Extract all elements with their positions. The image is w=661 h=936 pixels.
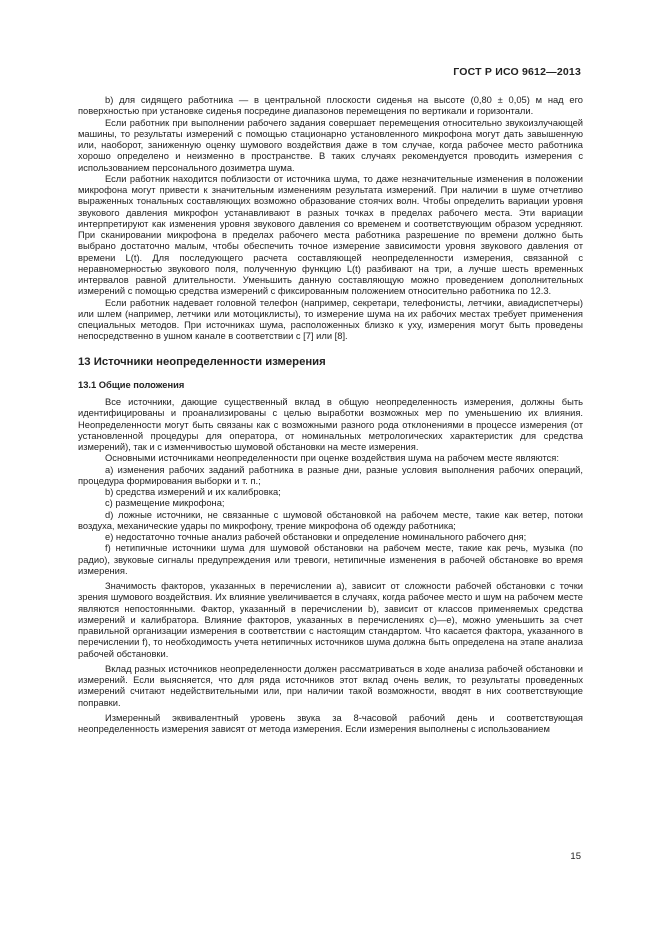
paragraph: Если работник при выполнении рабочего задания совершает перемещения относительно звукоизлучающей машины, то результаты измерений с помощью стационарно установленного микрофона могут дать завышенную или, наоборот, заниженную оценку шумового воздействия даже в том случае, когда рабочее место работника хорошо определено и неизменно в пространстве. В таких случаях рекомендуется проводить измерения с использованием персонального дозиметра шума. [78,117,583,173]
subsection-title: 13.1 Общие положения [78,379,185,390]
paragraph: Если работник надевает головной телефон (например, секретари, телефонисты, летчики, авиадиспетчеры) или шлем (например, летчики или мотоциклисты), то измерение шума на их рабочих местах требует применения специальных методов. При источниках шума, расположенных близко к уху, измерения могут быть проведены непосредственно в ушном канале в соответствии с [7] или [8]. [78,297,583,342]
document-body [78,95,583,735]
list-item: e) недостаточно точные анализ рабочей обстановки и определение номинального рабочего дня; [105,532,527,542]
paragraph: Все источники, дающие существенный вклад в общую неопределенность измерения, должны быть идентифицированы и проанализированы с целью выработки возможных мер по уменьшению их влияния. Неопределенности могут быть связаны как с возможными разного рода отклонениями в процессе измерения (от установленной процедуры для оператора, от номинальных метрологических характеристик для средства измерений), так и с изменчивостью шумовой обстановки на месте измерения. [78,397,583,452]
page-number: 15 [570,851,581,862]
list-item: b) средства измерений и их калибровка; [105,487,281,497]
section-title: 13 Источники неопределенности измерения [78,355,326,368]
paragraph: Вклад разных источников неопределенности должен рассматриваться в ходе анализа рабочей обстановки и измерений. Если выясняется, что для ряда источников этот вклад очень велик, то результаты проведенных измерений считают недействительными или, при наличии такой возможности, вводят в них соответствующие поправки. [78,663,583,708]
list-item: а) изменения рабочих заданий работника в разные дни, разные условия выполнения рабочих операций, процедура формирования выборки и т. п.; [78,464,583,486]
paragraph: Значимость факторов, указанных в перечислении а), зависит от сложности рабочей обстановки с точки зрения шумового воздействия. Их влияние увеличивается в случаях, когда рабочее место и шум на рабочем месте являются непостоянными. Фактор, указанный в перечислении b), зависит от классов применяемых средства измерений и калибратора. Влияние факторов, указанных в перечислениях с)—е), можно уменьшить за счет правильной организации измерения в соответствии с настоящим стандартом. Что касается фактора, указанного в перечислении f), то необходимость учета нетипичных источников шума должна быть определена на этапе анализа рабочей обстановки. [78,581,583,659]
list-item: d) ложные источники, не связанные с шумовой обстановкой на рабочем месте, такие как ветер, потоки воздуха, механические удары по микрофону, трение микрофона об одежду работника; [78,509,583,531]
document-header: ГОСТ Р ИСО 9612—2013 [453,66,581,78]
paragraph: Основными источниками неопределенности при оценке воздействия шума на рабочем месте являются: [105,453,559,464]
paragraph: Если работник находится поблизости от источника шума, то даже незначительные изменения в положении микрофона могут привести к значительным изменениям результата измерений. При наличии в шуме отчетливо выраженных тональных составляющих возможно образование стоячих волн. Чтобы определить вариации уровня звукового давления микрофон устанавливают в разных точках в пределах рабочего места. Эти вариации интерпретируют как изменения уровня звукового давления со временем и соответствующим образом усредняют. При сканировании микрофона в пределах рабочего места работника разрешение по времени должно быть выбрано достаточно малым, чтобы обеспечить точное измерение зависимости уровня звукового давления от времени L(t). Для последующего расчета составляющей неопределенности измерения, связанной с неравномерностью звукового поля, полученную функцию L(t) разбивают на три, а лучше шесть временных интервалов равной длительности. Уменьшить данную составляющую можно проведением дополнительных измерений с помощью средства измерений с фиксированным положением относительно работника по 12.3. [78,173,583,297]
list-item: c) размещение микрофона; [105,498,225,509]
paragraph: Измеренный эквивалентный уровень звука за 8-часовой рабочий день и соответствующая неопределенность измерения зависят от метода измерения. Если измерения выполнены с использованием [78,712,583,734]
paragraph: b) для сидящего работника — в центральной плоскости сиденья на высоте (0,80 ± 0,05) м над его поверхностью при установке сиденья посредине диапазонов перемещения по вертикали и горизонтали. [78,95,583,117]
list-item: f) нетипичные источники шума для шумовой обстановки на рабочем месте, такие как речь, музыка (по радио), звуковые сигналы предупреждения или тревоги, нетипичные изменения в рабочей обстановке во время измерения. [78,543,583,576]
